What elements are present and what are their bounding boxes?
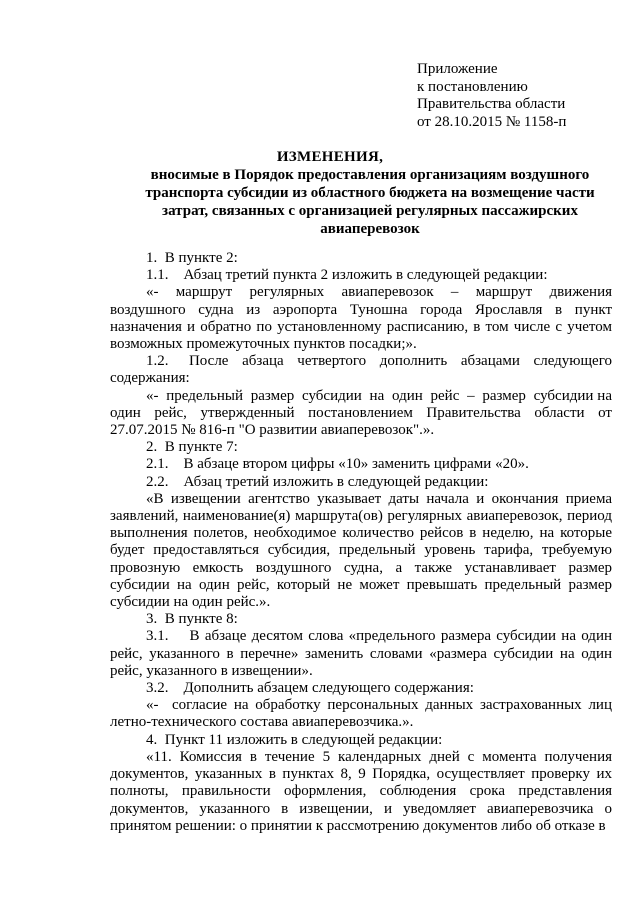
paragraph: «- маршрут регулярных авиаперевозок – маршрут движения воздушного судна из аэропорта Туношна города Ярославля в пункт назначения и обратно по установленному расписанию, в том числе с учетом возможных промежуточных пунктов посадки;». bbox=[110, 284, 612, 353]
paragraph: 3.2. Дополнить абзацем следующего содержания: bbox=[146, 680, 474, 697]
paragraph: «- согласие на обработку персональных данных застрахованных лиц летно-технического состава авиаперевозчика.». bbox=[110, 697, 612, 731]
paragraph: 2. В пункте 7: bbox=[146, 439, 238, 456]
document-body bbox=[110, 250, 612, 835]
appendix-line: к постановлению bbox=[417, 78, 528, 95]
paragraph: 3.1. В абзаце десятом слова «предельного размера субсидии на один рейс, указанного в перечне» заменить словами «размера субсидии на один рейс, указанного в извещении». bbox=[110, 628, 612, 679]
paragraph: «- предельный размер субсидии на один рейс – размер субсидии на один рейс, утвержденный постановлением Правительства области от 27.07.2015 № 816-п "О развитии авиаперевозок".». bbox=[110, 387, 612, 439]
document-title: ИЗМЕНЕНИЯ, bbox=[276, 149, 384, 165]
paragraph: «В извещении агентство указывает даты начала и окончания приема заявлений, наименование(я) маршрута(ов) регулярных авиаперевозок, период выполнения полетов, необходимое количество рейсов в неделю, на которые будет предоставляться субсидия, предельный уровень тарифа, требуемую провозную емкость воздушного судна, а также устанавливает размер субсидии на один рейс, который не может превышать предельный размер субсидии на один рейс.». bbox=[110, 490, 612, 611]
paragraph: 2.2. Абзац третий изложить в следующей редакции: bbox=[146, 473, 489, 490]
paragraph: 2.1. В абзаце втором цифры «10» заменить цифрами «20». bbox=[146, 456, 529, 473]
paragraph: «11. Комиссия в течение 5 календарных дней с момента получения документов, указанных в пунктах 8, 9 Порядка, осуществляет проверку их полноты, правильности оформления, соблюдения срока представления документов, указанного в извещении, и уведомляет авиаперевозчика о принятом решении: о принятии к рассмотрению документов либо об отказе в bbox=[110, 748, 612, 834]
paragraph: 3. В пункте 8: bbox=[146, 611, 238, 628]
appendix-line: Правительства области bbox=[417, 96, 566, 113]
document-subtitle: вносимые в Порядок предоставления организациям воздушного транспорта субсидии из областного бюджета на возмещение части затрат, связанных с организацией регулярных пассажирских авиаперевозок bbox=[145, 167, 595, 237]
paragraph: 1. В пункте 2: bbox=[146, 250, 238, 266]
paragraph: 1.1. Абзац третий пункта 2 изложить в следующей редакции: bbox=[146, 267, 548, 284]
appendix-line: Приложение bbox=[417, 61, 498, 77]
appendix-block bbox=[417, 61, 632, 131]
appendix-line: от 28.10.2015 № 1158-п bbox=[417, 113, 567, 130]
paragraph: 4. Пункт 11 изложить в следующей редакции: bbox=[146, 731, 443, 748]
paragraph: 1.2. После абзаца четвертого дополнить абзацами следующего содержания: bbox=[110, 353, 612, 387]
